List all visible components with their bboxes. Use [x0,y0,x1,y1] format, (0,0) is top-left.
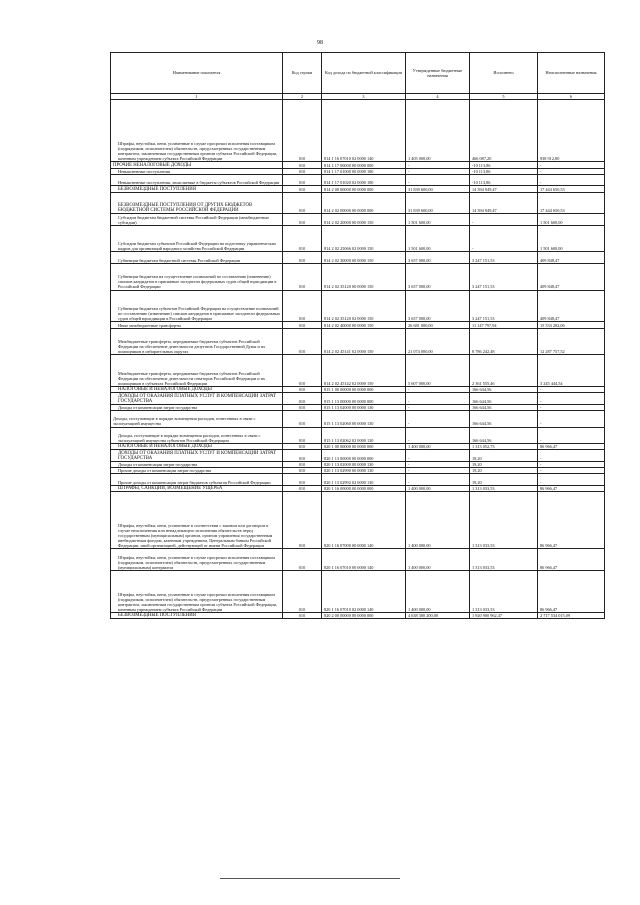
table-row [111,612,605,618]
row-executed: 166 644,56 [470,393,538,404]
row-executed: 19,20 [470,461,538,467]
row-executed: -10 113,86 [470,168,538,174]
row-line-code: 010 [283,570,322,612]
row-unexecuted: 15 533 202,06 [538,322,605,328]
row-kbk: 814 2 02 20000 00 0000 150 [322,214,406,225]
row-unexecuted: - [538,474,605,485]
row-approved: 1 400 000,00 [406,492,470,549]
revenue-execution-table [110,52,605,619]
row-name: Доходы, поступающие в порядке возмещения расходов, понесенных в связи с эксплуатацией имущества [111,411,283,428]
page-number: 98 [317,40,323,46]
table-row [111,192,605,214]
row-executed: 8 786 242,48 [470,328,538,355]
row-unexecuted: - [538,393,605,404]
row-executed: 466 087,20 [470,100,538,162]
row-unexecuted: - [538,427,605,444]
row-line-code: 010 [283,214,322,225]
row-line-code: 010 [283,322,322,328]
row-unexecuted: 17 444 650,53 [538,192,605,214]
row-unexecuted: - [538,168,605,174]
table-row [111,355,605,387]
row-unexecuted: 12 287 757,52 [538,328,605,355]
row-line-code: 010 [283,492,322,549]
table-row [111,549,605,571]
row-unexecuted: - [538,450,605,461]
row-line-code: 010 [283,328,322,355]
row-name: Иные межбюджетные трансферты [111,322,283,328]
row-executed: -10 113,86 [470,162,538,168]
row-approved: 1 400 000,00 [406,485,470,491]
row-name: Штрафы, неустойки, пени, уплаченные в случае просрочки исполнения поставщиком (подрядчиком, исполнителем) обязательств, предусмотренных государственным контрактом, заключенным государственным органом субъекта Российской Федерации, казенным учреждением субъекта Российской Федерации [111,570,283,612]
row-kbk: 814 2 02 35120 00 0000 150 [322,263,406,290]
row-executed: 1 313 033,53 [470,549,538,571]
row-name: ДОХОДЫ ОТ ОКАЗАНИЯ ПЛАТНЫХ УСЛУГ И КОМПЕНСАЦИИ ЗАТРАТ ГОСУДАРСТВА [111,393,283,404]
row-executed: 14 394 949,47 [470,186,538,192]
table-row [111,100,605,162]
table-row [111,175,605,186]
row-approved: - [406,427,470,444]
row-name: Невыясненные поступления [111,168,283,174]
row-kbk: 814 2 02 45142 02 0000 150 [322,355,406,387]
row-line-code: 010 [283,186,322,192]
row-kbk: 814 2 02 40000 00 0000 150 [322,322,406,328]
row-name: Субвенции бюджетам субъектов Российской Федерации на осуществление полномочий по составлению (изменению) списков кандидатов в присяжные заседатели федеральных судов общей юрисдикции в Российской Федерации [111,290,283,322]
row-executed: 3 247 151,53 [470,252,538,263]
row-line-code: 010 [283,162,322,168]
row-line-code: 010 [283,468,322,474]
row-name: БЕЗВОЗМЕЗДНЫЕ ПОСТУПЛЕНИЯ ОТ ДРУГИХ БЮДЖЕТОВ БЮДЖЕТНОЙ СИСТЕМЫ РОССИЙСКОЙ ФЕДЕРАЦИИ [111,192,283,214]
row-executed: 2 361 555,46 [470,355,538,387]
row-approved: 21 074 000,00 [406,328,470,355]
row-approved: 5 607 000,00 [406,355,470,387]
row-name: Субсидии бюджетам бюджетной системы Российской Федерации (межбюджетные субсидии) [111,214,283,225]
row-unexecuted: - [538,404,605,410]
column-header-approved: Утвержденные бюджетные назначения [406,53,470,94]
row-executed: 166 644,56 [470,427,538,444]
row-kbk: 814 1 17 01000 00 0000 180 [322,168,406,174]
row-approved: - [406,175,470,186]
row-approved: - [406,468,470,474]
row-kbk: 814 1 17 01020 02 0000 180 [322,175,406,186]
row-approved: 26 681 000,00 [406,322,470,328]
row-executed: 1 313 033,53 [470,570,538,612]
row-name: ДОХОДЫ ОТ ОКАЗАНИЯ ПЛАТНЫХ УСЛУГ И КОМПЕНСАЦИИ ЗАТРАТ ГОСУДАРСТВА [111,450,283,461]
row-approved: 1 405 000,00 [406,100,470,162]
table-row [111,252,605,263]
row-executed: 3 247 151,53 [470,290,538,322]
row-unexecuted: - [538,162,605,168]
row-kbk: 815 1 13 02060 00 0000 130 [322,411,406,428]
row-name: Штрафы, неустойки, пени, уплаченные в случае просрочки исполнения поставщиком (подрядчиком, исполнителем) обязательств, предусмотренных государственным контрактом, заключенным государственным органом субъекта Российской Федерации, казенным учреждением субъекта Российской Федерации [111,100,283,162]
row-unexecuted: - [538,468,605,474]
row-line-code: 010 [283,549,322,571]
row-name: Невыясненные поступления, зачисляемые в бюджеты субъектов Российской Федерации [111,175,283,186]
row-name: БЕЗВОЗМЕЗДНЫЕ ПОСТУПЛЕНИЯ [111,612,283,618]
row-unexecuted: - [538,387,605,393]
row-approved: - [406,404,470,410]
row-line-code: 010 [283,461,322,467]
row-unexecuted: 409 848,47 [538,263,605,290]
row-kbk: 820 1 13 00000 00 0000 000 [322,450,406,461]
row-kbk: 820 1 13 02992 02 0000 130 [322,474,406,485]
row-line-code: 010 [283,404,322,410]
row-kbk: 814 2 02 25066 02 0000 150 [322,225,406,252]
row-approved: - [406,450,470,461]
row-name: Доходы от компенсации затрат государства [111,404,283,410]
column-number: 5 [470,94,538,100]
row-name: БЕЗВОЗМЕЗДНЫЕ ПОСТУПЛЕНИЯ [111,186,283,192]
row-approved: 3 657 000,00 [406,263,470,290]
row-kbk: 815 1 00 00000 00 0000 000 [322,387,406,393]
row-executed: 166 644,56 [470,411,538,428]
row-line-code: 010 [283,411,322,428]
row-name: ШТРАФЫ, САНКЦИИ, ВОЗМЕЩЕНИЕ УЩЕРБА [111,485,283,491]
row-line-code: 010 [283,225,322,252]
row-executed: 19,20 [470,450,538,461]
table-header-row [111,53,605,94]
row-executed: 14 394 949,47 [470,192,538,214]
row-kbk: 820 2 00 00000 00 0000 000 [322,612,406,618]
row-name: Субвенции бюджетам на осуществление полномочий по составлению (изменению) списков кандидатов в присяжные заседатели федеральных судов общей юрисдикции в Российской Федерации [111,263,283,290]
row-unexecuted: - [538,411,605,428]
row-line-code: 010 [283,290,322,322]
column-header-kbk: Код дохода по бюджетной классификации [322,53,406,94]
row-line-code: 010 [283,474,322,485]
row-kbk: 820 1 16 07010 02 0000 140 [322,570,406,612]
column-number: 3 [322,94,406,100]
row-line-code: 010 [283,252,322,263]
row-executed: 1 313 033,53 [470,492,538,549]
row-kbk: 814 2 02 30000 00 0000 150 [322,252,406,263]
row-approved: 3 657 000,00 [406,252,470,263]
row-unexecuted: 86 966,47 [538,492,605,549]
row-name: Прочие доходы от компенсации затрат бюджетов субъектов Российской Федерации [111,474,283,485]
row-executed: 1 313 033,53 [470,485,538,491]
column-number: 1 [111,94,283,100]
row-unexecuted: - [538,461,605,467]
row-line-code: 010 [283,612,322,618]
row-name: ПРОЧИЕ НЕНАЛОГОВЫЕ ДОХОДЫ [111,162,283,168]
row-unexecuted: 86 966,47 [538,444,605,450]
row-executed: - [470,225,538,252]
row-line-code: 010 [283,444,322,450]
row-name: Межбюджетные трансферты, передаваемые бюджетам субъектов Российской Федерации на обеспечение деятельности депутатов Государственной Думы и их помощников в избирательных округах [111,328,283,355]
row-approved: 31 839 600,00 [406,186,470,192]
row-line-code: 010 [283,485,322,491]
row-approved: 1 400 000,00 [406,570,470,612]
table-row [111,474,605,485]
row-executed: 166 644,56 [470,387,538,393]
row-approved: - [406,387,470,393]
table-row [111,492,605,549]
row-unexecuted: 1 501 600,00 [538,214,605,225]
table-row [111,263,605,290]
table-row [111,290,605,322]
row-name: НАЛОГОВЫЕ И НЕНАЛОГОВЫЕ ДОХОДЫ [111,444,283,450]
row-kbk: 820 1 13 02000 00 0000 130 [322,461,406,467]
row-unexecuted: 409 848,47 [538,290,605,322]
row-name: Штрафы, неустойки, пени, уплаченные в соответствии с законом или договором в случае неисполнения или ненадлежащего исполнения обязательств перед государственным (муниципальным) органом, органом управления государственным внебюджетным фондом, казенным учреждением, Центральным банком Российской Федерации, иной организацией, действующей от имени Российской Федерации [111,492,283,549]
row-approved: - [406,393,470,404]
row-kbk: 814 2 00 00000 00 0000 000 [322,186,406,192]
row-executed: 3 247 151,53 [470,263,538,290]
row-kbk: 814 2 02 00000 00 0000 000 [322,192,406,214]
row-approved: 3 657 000,00 [406,290,470,322]
column-header-executed: Исполнено [470,53,538,94]
row-approved: 1 501 600,00 [406,225,470,252]
row-name: Штрафы, неустойки, пени, уплаченные в случае просрочки исполнения поставщиком (подрядчиком, исполнителем) обязательств, предусмотренных государственным (муниципальным) контрактом [111,549,283,571]
row-executed: 19,20 [470,474,538,485]
row-executed: 19,20 [470,468,538,474]
row-kbk: 814 2 02 35120 02 0000 150 [322,290,406,322]
row-unexecuted: - [538,175,605,186]
row-unexecuted: 3 245 444,54 [538,355,605,387]
row-kbk: 814 2 02 45141 02 0000 150 [322,328,406,355]
row-executed: -10 113,86 [470,175,538,186]
row-unexecuted: 17 444 650,53 [538,186,605,192]
column-header-line-code: Код строки [283,53,322,94]
row-name: Межбюджетные трансферты, передаваемые бюджетам субъектов Российской Федерации на обеспечение деятельности сенаторов Российской Федерации и их помощников в субъектах Российской Федерации [111,355,283,387]
table-row [111,570,605,612]
row-line-code: 010 [283,387,322,393]
row-approved: - [406,411,470,428]
row-executed: - [470,214,538,225]
column-number: 2 [283,94,322,100]
row-executed: 166 644,56 [470,404,538,410]
table-row [111,225,605,252]
table-body [111,100,605,619]
row-kbk: 820 1 16 07010 00 0000 140 [322,549,406,571]
row-approved: 1 400 000,00 [406,444,470,450]
row-kbk: 820 1 16 00000 00 0000 000 [322,485,406,491]
row-unexecuted: 2 717 534 015,09 [538,612,605,618]
row-name: Доходы, поступающие в порядке возмещения расходов, понесенных в связи с эксплуатацией имущества субъектов Российской Федерации [111,427,283,444]
row-unexecuted: 86 966,47 [538,549,605,571]
row-name: Субсидии бюджетам субъектов Российской Федерации на подготовку управленческих кадров для организаций народного хозяйства Российской Федерации [111,225,283,252]
row-line-code: 010 [283,393,322,404]
table-row [111,214,605,225]
row-line-code: 010 [283,263,322,290]
row-line-code: 010 [283,175,322,186]
column-number: 4 [406,94,470,100]
row-kbk: 820 1 13 02990 00 0000 130 [322,468,406,474]
row-unexecuted: 938 912,80 [538,100,605,162]
row-executed: 11 147 797,94 [470,322,538,328]
row-kbk: 820 1 16 07000 00 0000 140 [322,492,406,549]
row-approved: 1 501 600,00 [406,214,470,225]
row-name: Прочие доходы от компенсации затрат государства [111,468,283,474]
row-kbk: 814 1 16 07010 02 0000 140 [322,100,406,162]
row-line-code: 010 [283,168,322,174]
row-kbk: 820 1 00 00000 00 0000 000 [322,444,406,450]
row-approved: 4 638 300 200,00 [406,612,470,618]
column-header-name: Наименование показателя [111,53,283,94]
column-number: 6 [538,94,605,100]
row-unexecuted: 86 966,47 [538,485,605,491]
row-name: НАЛОГОВЫЕ И НЕНАЛОГОВЫЕ ДОХОДЫ [111,387,283,393]
row-approved: 1 400 000,00 [406,549,470,571]
table-row [111,427,605,444]
row-line-code: 010 [283,450,322,461]
row-line-code: 010 [283,427,322,444]
row-kbk: 815 1 13 02000 00 0000 130 [322,404,406,410]
table-row [111,328,605,355]
table-row [111,450,605,461]
row-approved: - [406,168,470,174]
column-header-unexecuted: Неисполненные назначения [538,53,605,94]
table-row [111,393,605,404]
row-kbk: 815 1 13 02062 02 0000 130 [322,427,406,444]
row-unexecuted: 86 966,47 [538,570,605,612]
row-unexecuted: 1 501 600,00 [538,225,605,252]
row-line-code: 010 [283,355,322,387]
row-line-code: 010 [283,192,322,214]
row-kbk: 814 1 17 00000 00 0000 000 [322,162,406,168]
signature-line [220,878,400,879]
table-row [111,411,605,428]
row-executed: 1 920 900 962,47 [470,612,538,618]
row-line-code: 010 [283,100,322,162]
row-name: Доходы от компенсации затрат государства [111,461,283,467]
row-approved: - [406,162,470,168]
row-approved: 31 839 600,00 [406,192,470,214]
row-approved: - [406,461,470,467]
row-executed: 1 313 052,73 [470,444,538,450]
row-name: Субвенции бюджетам бюджетной системы Российской Федерации [111,252,283,263]
row-approved: - [406,474,470,485]
row-kbk: 815 1 13 00000 00 0000 000 [322,393,406,404]
row-unexecuted: 409 848,47 [538,252,605,263]
